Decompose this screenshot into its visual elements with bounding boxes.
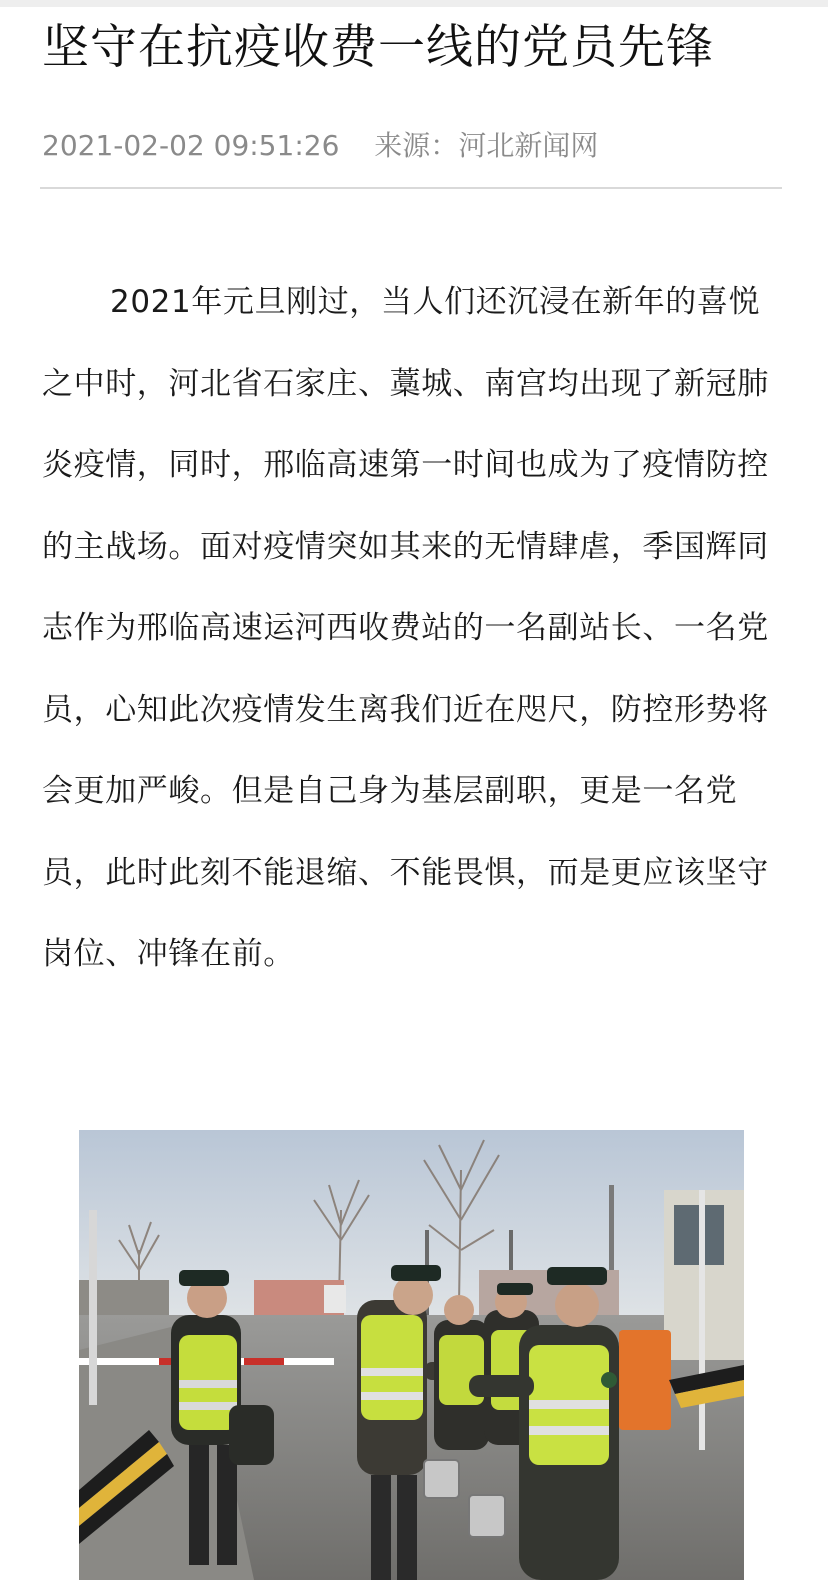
- article-paragraph: 2021年元旦刚过，当人们还沉浸在新年的喜悦之中时，河北省石家庄、藁城、南宫均出现了新冠肺炎疫情，同时，邢临高速第一时间也成为了疫情防控的主战场。面对疫情突如其来的无情肆虐，季国辉同志作为邢临高速运河西收费站的一名副站长、一名党员，心知此次疫情发生离我们近在咫尺，防控形势将会更加严峻。但是自己身为基层副职，更是一名党员，此时此刻不能退缩、不能畏惧，而是更应该坚守岗位、冲锋在前。: [42, 284, 769, 972]
- top-status-strip: [0, 0, 828, 7]
- source-name[interactable]: 河北新闻网: [458, 129, 599, 162]
- article-meta: [42, 124, 598, 168]
- article-title: 坚守在抗疫收费一线的党员先锋: [42, 20, 714, 75]
- source-label: 来源：: [374, 129, 459, 162]
- publish-datetime: 2021-02-02 09:51:26: [42, 129, 340, 162]
- header-divider: [40, 187, 782, 189]
- article-photo: [79, 1130, 744, 1580]
- toll-station-photo: [79, 1130, 744, 1580]
